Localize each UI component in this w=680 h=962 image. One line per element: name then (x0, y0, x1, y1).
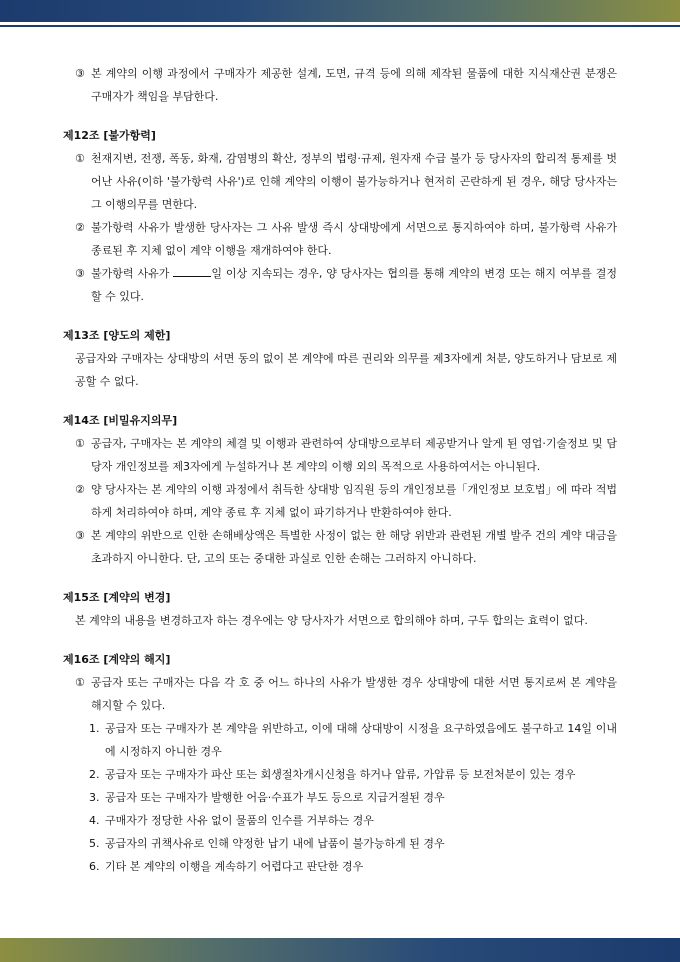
clause-mark: ① (75, 437, 85, 450)
clause-item (63, 147, 617, 216)
article-15-title: 제15조 [계약의 변경] (63, 591, 171, 604)
clause-item (63, 62, 617, 108)
clause-text: 공급자 또는 구매자는 다음 각 호 중 어느 하나의 사유가 발생한 경우 상대방에 대한 서면 통지로써 본 계약을 해지할 수 있다. (91, 676, 617, 712)
clause-item (63, 262, 617, 308)
clause-text: 본 계약의 위반으로 인한 손해배상액은 특별한 사정이 없는 한 해당 위반과 관련된 개별 발주 건의 계약 대금을 초과하지 아니한다. 단, 고의 또는 중대한 과실로 인한 손해는 그러하지 아니하다. (91, 529, 617, 565)
sub-item (63, 832, 617, 855)
clause-mark: ③ (75, 529, 85, 542)
clause-text: 본 계약의 이행 과정에서 구매자가 제공한 설계, 도면, 규격 등에 의해 제작된 물품에 대한 지식재산권 분쟁은 구매자가 책임을 부담한다. (91, 67, 617, 103)
sub-item-text: 공급자 또는 구매자가 본 계약을 위반하고, 이에 대해 상대방이 시정을 요구하였음에도 불구하고 14일 이내에 시정하지 아니한 경우 (105, 722, 617, 758)
clause-item (63, 216, 617, 262)
clause-text: 양 당사자는 본 계약의 이행 과정에서 취득한 상대방 임직원 등의 개인정보를「개인정보 보호법」에 따라 적법하게 처리하여야 하며, 계약 종료 후 지체 없이 파기하거나 반환하여야 한다. (91, 483, 617, 519)
sub-item-number: 6. (89, 860, 100, 873)
sub-item-text: 기타 본 계약의 이행을 계속하기 어렵다고 판단한 경우 (105, 860, 364, 873)
article-15-text: 본 계약의 내용을 변경하고자 하는 경우에는 양 당사자가 서면으로 합의해야 하며, 구두 합의는 효력이 없다. (75, 614, 588, 627)
article-12-title: 제12조 [불가항력] (63, 129, 156, 142)
sub-item (63, 809, 617, 832)
sub-item-text: 구매자가 정당한 사유 없이 물품의 인수를 거부하는 경우 (105, 814, 374, 827)
clause-item (63, 478, 617, 524)
document-body (63, 62, 617, 878)
fill-in-blank (173, 266, 211, 277)
clause-text: 불가항력 사유가 발생한 당사자는 그 사유 발생 즉시 상대방에게 서면으로 통지하여야 하며, 불가항력 사유가 종료된 후 지체 없이 계약 이행을 재개하여야 한다. (91, 221, 617, 257)
clause-item (63, 524, 617, 570)
sub-item-number: 4. (89, 814, 100, 827)
clause-item (63, 671, 617, 717)
footer-band (0, 938, 680, 962)
article-14-title: 제14조 [비밀유지의무] (63, 414, 178, 427)
clause-item (63, 432, 617, 478)
sub-item-number: 3. (89, 791, 100, 804)
sub-item (63, 717, 617, 763)
clause-text-before: 불가항력 사유가 (91, 267, 174, 280)
sub-item (63, 786, 617, 809)
clause-mark: ③ (75, 267, 85, 280)
sub-item-number: 5. (89, 837, 100, 850)
sub-item (63, 855, 617, 878)
article-13-text: 공급자와 구매자는 상대방의 서면 동의 없이 본 계약에 따른 권리와 의무를 제3자에게 처분, 양도하거나 담보로 제공할 수 없다. (75, 352, 617, 388)
clause-text: 천재지변, 전쟁, 폭동, 화재, 감염병의 확산, 정부의 법령·규제, 원자재 수급 불가 등 당사자의 합리적 통제를 벗어난 사유(이하 '불가항력 사유')로 인해 계약의 이행이 불가능하거나 현저히 곤란하게 된 경우, 해당 당사자는 그 이행의무를 면한다. (91, 152, 617, 211)
clause-text: 공급자, 구매자는 본 계약의 체결 및 이행과 관련하여 상대방으로부터 제공받거나 알게 된 영업·기술정보 및 담당자 개인정보를 제3자에게 누설하거나 본 계약의 이행 외의 목적으로 사용하여서는 아니된다. (91, 437, 617, 473)
clause-mark: ③ (75, 67, 85, 80)
sub-item (63, 763, 617, 786)
sub-item-text: 공급자 또는 구매자가 파산 또는 회생절차개시신청을 하거나 압류, 가압류 등 보전처분이 있는 경우 (105, 768, 576, 781)
article-13-title: 제13조 [양도의 제한] (63, 329, 171, 342)
clause-mark: ① (75, 152, 85, 165)
header-band (0, 0, 680, 22)
sub-item-text: 공급자 또는 구매자가 발행한 어음·수표가 부도 등으로 지급거절된 경우 (105, 791, 445, 804)
clause-mark: ② (75, 221, 85, 234)
clause-text-after: 일 이상 지속되는 경우, 양 당사자는 협의를 통해 계약의 변경 또는 해지 여부를 결정할 수 있다. (91, 267, 618, 303)
article-16-title: 제16조 [계약의 해지] (63, 653, 171, 666)
clause-mark: ② (75, 483, 85, 496)
clause-mark: ① (75, 676, 85, 689)
sub-item-number: 2. (89, 768, 100, 781)
header-rule (0, 25, 680, 27)
sub-item-text: 공급자의 귀책사유로 인해 약정한 납기 내에 납품이 불가능하게 된 경우 (105, 837, 445, 850)
sub-item-number: 1. (89, 722, 100, 735)
